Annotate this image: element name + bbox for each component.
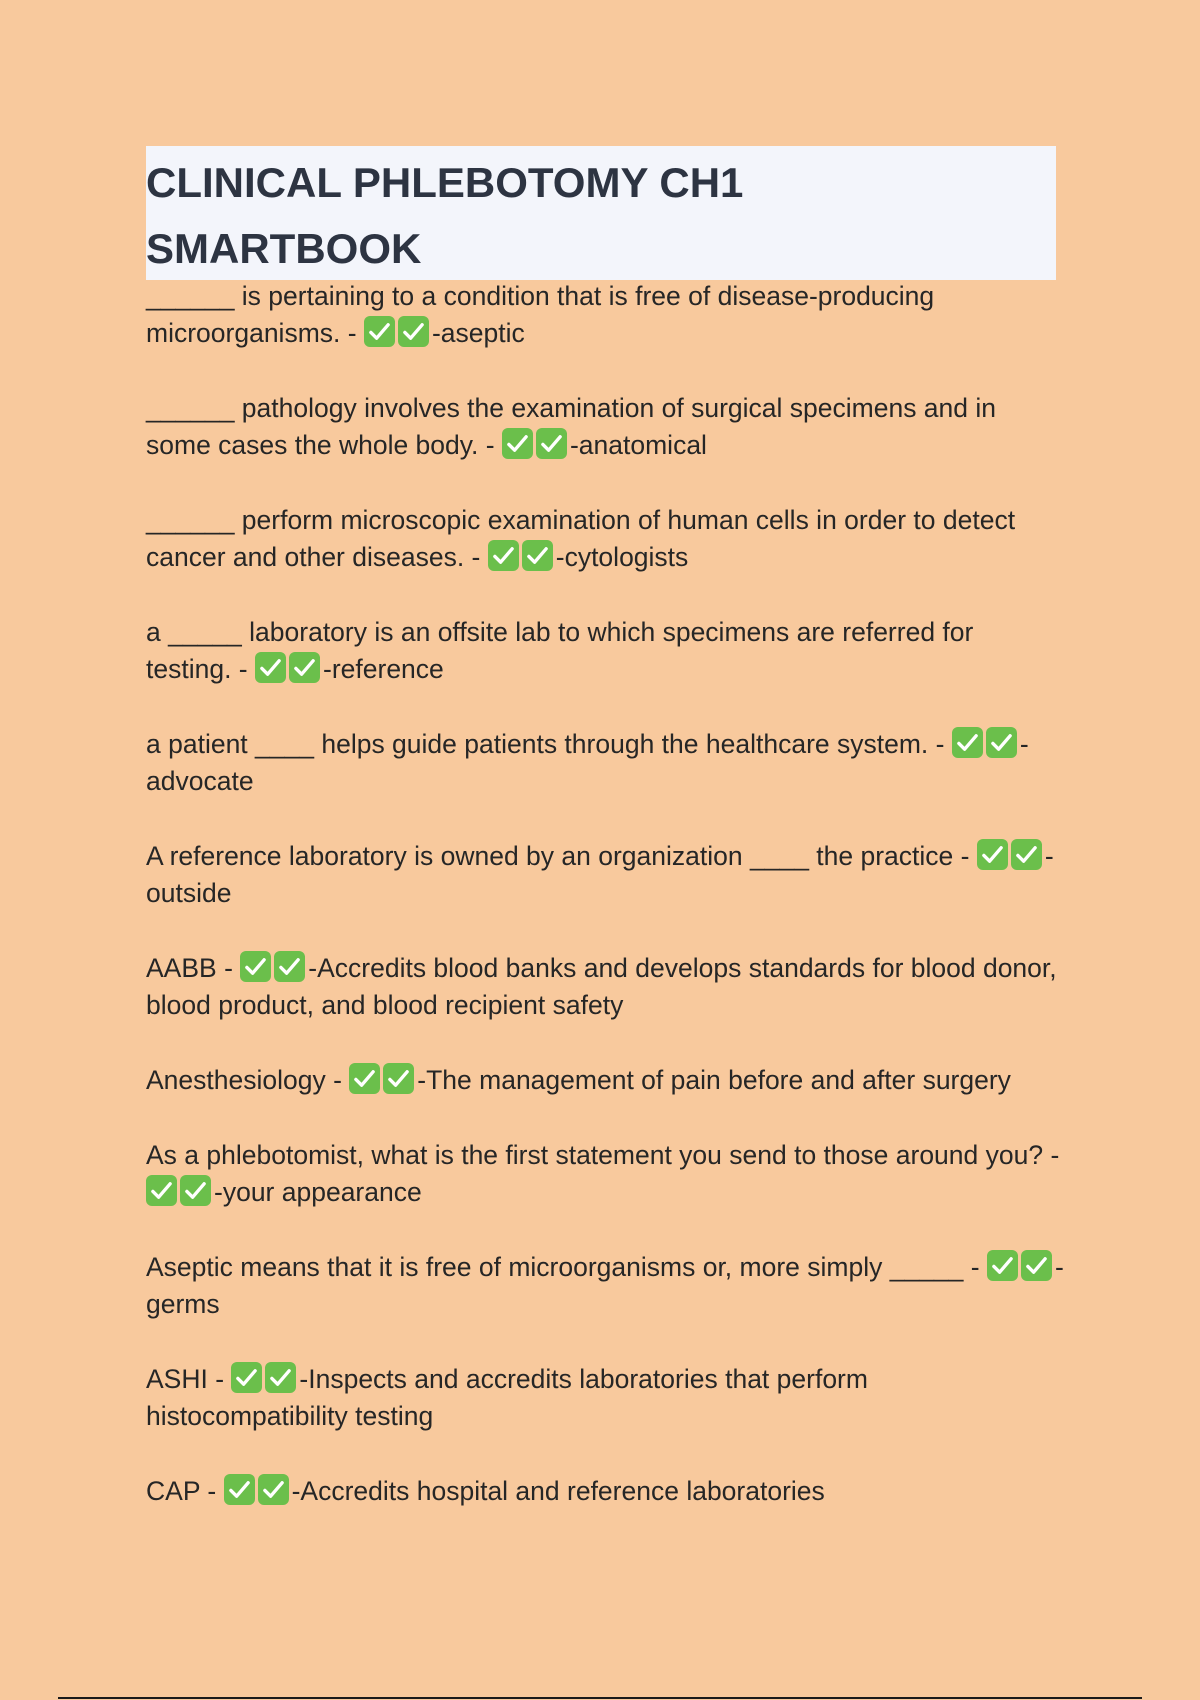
check-mark-icon [180, 1175, 211, 1206]
check-mark-icon [398, 316, 429, 347]
check-mark-icon [289, 652, 320, 683]
page-bottom-rule [58, 1697, 1142, 1699]
check-mark-icon [255, 652, 286, 683]
flashcard-item [146, 1249, 1066, 1323]
flashcard-question: A reference laboratory is owned by an organization ____ the practice - [146, 841, 977, 871]
check-mark-icon [1011, 839, 1042, 870]
document-title-box [146, 146, 1056, 280]
flashcard-item [146, 614, 1066, 688]
flashcard-question: Anesthesiology - [146, 1065, 350, 1095]
flashcard-answer: -your appearance [214, 1177, 422, 1207]
flashcard-answer: -cytologists [555, 542, 689, 572]
flashcard-item [146, 502, 1066, 576]
document-title-line-2: SMARTBOOK [146, 225, 422, 272]
check-mark-icon [349, 1063, 380, 1094]
flashcard-item [146, 1137, 1066, 1211]
flashcard-answer: -aseptic [431, 318, 525, 348]
check-mark-icon [258, 1474, 289, 1505]
check-mark-icon [488, 540, 519, 571]
flashcard-answer: -advocate [146, 729, 1029, 796]
check-mark-icon [224, 1474, 255, 1505]
flashcard-question: ______ is pertaining to a condition that is free of disease-producing microorganisms. - [146, 281, 935, 348]
check-mark-icon [536, 428, 567, 459]
flashcard-item [146, 838, 1066, 912]
flashcard-question: ______ pathology involves the examination of surgical specimens and in some cases the whole body. - [146, 393, 997, 460]
flashcard-question: CAP - [146, 1476, 224, 1506]
flashcard-item [146, 950, 1066, 1024]
flashcard-question: ASHI - [146, 1364, 232, 1394]
flashcard-question: Aseptic means that it is free of microorganisms or, more simply _____ - [146, 1252, 987, 1282]
check-mark-icon [502, 428, 533, 459]
check-mark-icon [383, 1063, 414, 1094]
flashcard-item [146, 1062, 1066, 1099]
flashcard-item [146, 390, 1066, 464]
check-mark-icon [240, 951, 271, 982]
check-mark-icon [952, 727, 983, 758]
flashcard-item [146, 1361, 1066, 1435]
check-mark-icon [364, 316, 395, 347]
flashcard-item [146, 1473, 1066, 1510]
check-mark-icon [987, 1250, 1018, 1281]
document-title-line-1: CLINICAL PHLEBOTOMY CH1 [146, 159, 744, 206]
flashcard-answer: -The management of pain before and after surgery [417, 1065, 1011, 1095]
flashcard-answer: -outside [146, 841, 1054, 908]
flashcard-question: AABB - [146, 953, 241, 983]
check-mark-icon [522, 540, 553, 571]
flashcard-answer: -reference [323, 654, 444, 684]
flashcard-question: As a phlebotomist, what is the first statement you send to those around you? - [146, 1140, 1060, 1170]
flashcard-question: a patient ____ helps guide patients through the healthcare system. - [146, 729, 952, 759]
check-mark-icon [986, 727, 1017, 758]
flashcard-list [146, 278, 1066, 1548]
check-mark-icon [274, 951, 305, 982]
flashcard-item [146, 726, 1066, 800]
flashcard-answer: -anatomical [569, 430, 707, 460]
check-mark-icon [977, 839, 1008, 870]
check-mark-icon [265, 1362, 296, 1393]
check-mark-icon [231, 1362, 262, 1393]
flashcard-answer: -Inspects and accredits laboratories that perform histocompatibility testing [146, 1364, 868, 1431]
flashcard-question: ______ perform microscopic examination of human cells in order to detect cancer and other diseases. - [146, 505, 1016, 572]
flashcard-item [146, 278, 1066, 352]
flashcard-answer: -Accredits hospital and reference laboratories [291, 1476, 825, 1506]
flashcard-question: a _____ laboratory is an offsite lab to which specimens are referred for testing. - [146, 617, 974, 684]
flashcard-answer: -Accredits blood banks and develops standards for blood donor, blood product, and blood recipient safety [146, 953, 1057, 1020]
check-mark-icon [146, 1175, 177, 1206]
check-mark-icon [1021, 1250, 1052, 1281]
flashcard-answer: -germs [146, 1252, 1064, 1319]
